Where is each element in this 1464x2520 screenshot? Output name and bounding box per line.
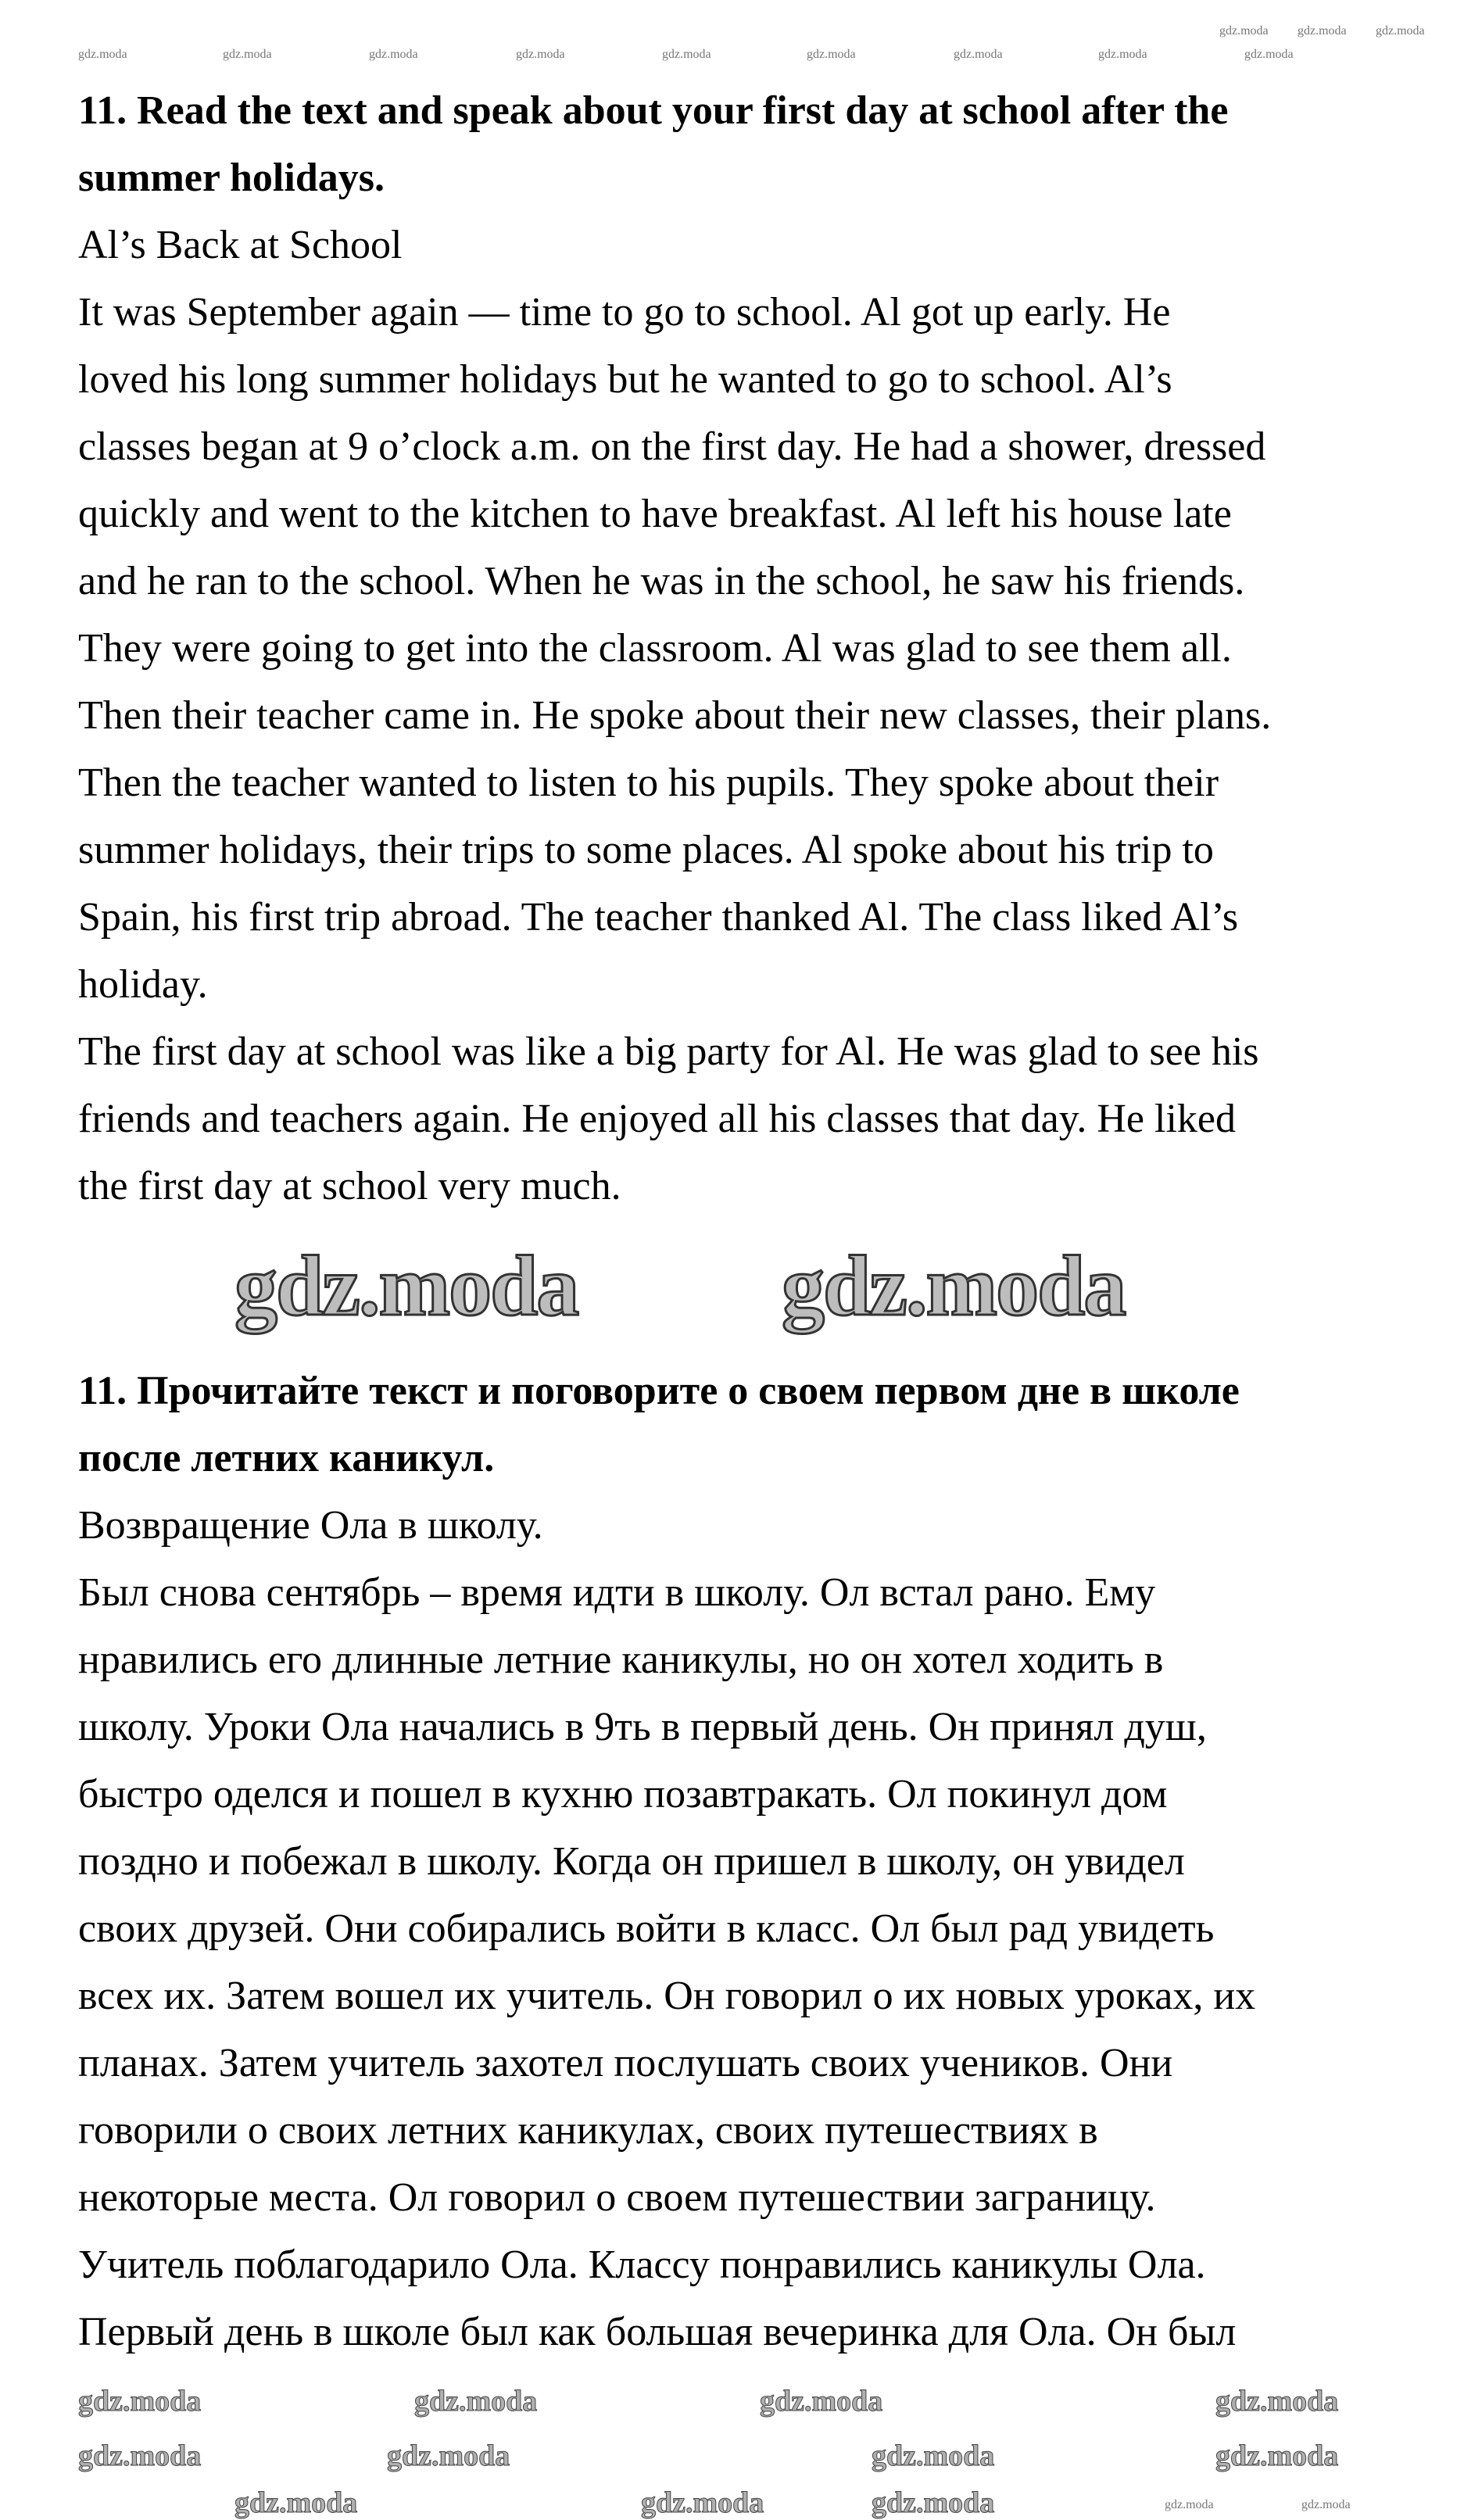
watermark-text: gdz.moda [1215, 2385, 1339, 2418]
watermark-text: gdz.moda [234, 1238, 578, 1333]
text-line: быстро оделся и пошел в кухню позавтракать. Ол покинул дом [78, 1772, 1168, 1817]
text-line: нравились его длинные летние каникулы, но он хотел ходить в [78, 1638, 1164, 1682]
text-line: the first day at school very much. [78, 1164, 621, 1208]
task-heading-line: после летних каникул. [78, 1436, 495, 1480]
text-line: говорили о своих летних каникулах, своих путешествиях в [78, 2108, 1098, 2153]
watermark-text: gdz.moda [223, 48, 272, 61]
text-line: Был снова сентябрь – время идти в школу. Ол встал рано. Ему [78, 1570, 1156, 1615]
text-line: всех их. Затем вошел их учитель. Он говорил о их новых уроках, их [78, 1974, 1256, 2018]
text-line: некоторые места. Ол говорил о своем путешествии заграницу. [78, 2175, 1156, 2220]
watermark-text: gdz.moda [782, 1238, 1126, 1333]
watermark-text: gdz.moda [1098, 48, 1147, 61]
text-line: своих друзей. Они собирались войти в класс. Ол был рад увидеть [78, 1906, 1215, 1951]
watermark-text: gdz.moda [807, 48, 856, 61]
watermark-text: gdz.moda [662, 48, 711, 61]
text-line: планах. Затем учитель захотел послушать своих учеников. Они [78, 2041, 1173, 2085]
text-line: summer holidays, their trips to some places. Al spoke about his trip to [78, 828, 1214, 872]
watermark-text: gdz.moda [1219, 24, 1269, 38]
text-line: The first day at school was like a big party for Al. He was glad to see his [78, 1029, 1259, 1074]
watermark-text: gdz.moda [78, 48, 127, 61]
text-line: Возвращение Ола в школу. [78, 1503, 543, 1548]
text-line: They were going to get into the classroom. Al was glad to see them all. [78, 626, 1232, 671]
watermark-text: gdz.moda [1165, 2498, 1214, 2511]
watermark-text: gdz.moda [872, 2439, 995, 2472]
text-line: holiday. [78, 962, 208, 1007]
watermark-text: gdz.moda [387, 2439, 510, 2472]
text-line: friends and teachers again. He enjoyed all his classes that day. He liked [78, 1097, 1236, 1141]
text-line: Первый день в школе был как большая вечеринка для Ола. Он был [78, 2310, 1237, 2354]
task-heading-line: summer holidays. [78, 156, 385, 200]
watermark-text: gdz.moda [1244, 48, 1294, 61]
watermark-text: gdz.moda [1301, 2498, 1351, 2511]
text-line: поздно и побежал в школу. Когда он пришел в школу, он увидел [78, 1839, 1185, 1884]
watermark-text: gdz.moda [1376, 24, 1425, 38]
text-line: It was September again — time to go to school. Al got up early. He [78, 290, 1171, 335]
text-line: школу. Уроки Ола начались в 9ть в первый день. Он принял душ, [78, 1705, 1207, 1749]
task-heading-line: 11. Read the text and speak about your first day at school after the [78, 88, 1229, 133]
task-heading-line: 11. Прочитайте текст и поговорите о своем первом дне в школе [78, 1369, 1240, 1413]
text-line: Учитель поблагодарило Ола. Классу понравились каникулы Ола. [78, 2243, 1206, 2287]
text-line: quickly and went to the kitchen to have breakfast. Al left his house late [78, 492, 1232, 536]
text-line: loved his long summer holidays but he wanted to go to school. Al’s [78, 357, 1172, 402]
text-line: Then the teacher wanted to listen to his pupils. They spoke about their [78, 761, 1219, 805]
watermark-text: gdz.moda [954, 48, 1003, 61]
watermark-text: gdz.moda [641, 2486, 764, 2519]
watermark-text: gdz.moda [1298, 24, 1347, 38]
text-line: and he ran to the school. When he was in the school, he saw his friends. [78, 559, 1245, 603]
watermark-text: gdz.moda [760, 2385, 883, 2418]
watermark-text: gdz.moda [234, 2486, 358, 2519]
watermark-text: gdz.moda [369, 48, 418, 61]
watermark-text: gdz.moda [516, 48, 565, 61]
watermark-text: gdz.moda [78, 2385, 202, 2418]
watermark-text: gdz.moda [1215, 2439, 1339, 2472]
text-line: Spain, his first trip abroad. The teacher thanked Al. The class liked Al’s [78, 895, 1239, 940]
text-line: classes began at 9 o’clock a.m. on the first day. He had a shower, dressed [78, 424, 1266, 469]
text-line: Then their teacher came in. He spoke about their new classes, their plans. [78, 693, 1272, 738]
text-line: Al’s Back at School [78, 223, 403, 267]
watermark-text: gdz.moda [414, 2385, 538, 2418]
watermark-text: gdz.moda [78, 2439, 202, 2472]
watermark-text: gdz.moda [872, 2486, 995, 2519]
